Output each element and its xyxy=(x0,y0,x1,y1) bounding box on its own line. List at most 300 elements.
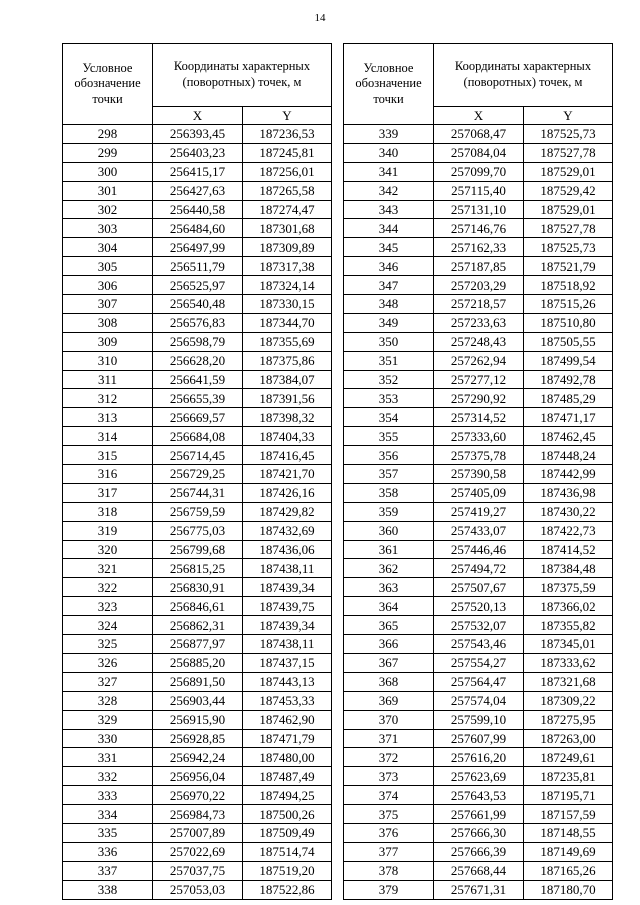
table-row xyxy=(344,861,613,880)
point-id-cell: 343 xyxy=(344,200,434,219)
x-coordinate-cell: 256684,08 xyxy=(153,427,243,446)
page-number: 14 xyxy=(314,12,326,24)
y-coordinate-cell: 187529,42 xyxy=(524,181,613,200)
x-coordinate-cell: 257037,75 xyxy=(153,861,243,880)
x-coordinate-cell: 257290,92 xyxy=(434,389,524,408)
header-x: X xyxy=(434,107,524,125)
point-id-cell: 333 xyxy=(63,786,153,805)
x-coordinate-cell: 257564,47 xyxy=(434,672,524,691)
table-row xyxy=(63,465,332,484)
table-row xyxy=(63,200,332,219)
point-id-cell: 302 xyxy=(63,200,153,219)
y-coordinate-cell: 187443,13 xyxy=(243,672,332,691)
x-coordinate-cell: 257643,53 xyxy=(434,786,524,805)
point-id-cell: 307 xyxy=(63,295,153,314)
table-row xyxy=(344,427,613,446)
point-id-cell: 372 xyxy=(344,748,434,767)
table-row xyxy=(63,521,332,540)
x-coordinate-cell: 256744,31 xyxy=(153,483,243,502)
x-coordinate-cell: 257203,29 xyxy=(434,276,524,295)
x-coordinate-cell: 256915,90 xyxy=(153,710,243,729)
x-coordinate-cell: 256903,44 xyxy=(153,691,243,710)
y-coordinate-cell: 187414,52 xyxy=(524,540,613,559)
point-id-cell: 304 xyxy=(63,238,153,257)
point-id-cell: 328 xyxy=(63,691,153,710)
y-coordinate-cell: 187494,25 xyxy=(243,786,332,805)
header-coordinates: Координаты характерных (поворотных) точек, м xyxy=(434,44,613,107)
y-coordinate-cell: 187195,71 xyxy=(524,786,613,805)
y-coordinate-cell: 187148,55 xyxy=(524,823,613,842)
x-coordinate-cell: 257187,85 xyxy=(434,257,524,276)
x-coordinate-cell: 257053,03 xyxy=(153,880,243,899)
point-id-cell: 317 xyxy=(63,483,153,502)
point-id-cell: 376 xyxy=(344,823,434,842)
table-row xyxy=(63,861,332,880)
x-coordinate-cell: 257607,99 xyxy=(434,729,524,748)
point-id-cell: 337 xyxy=(63,861,153,880)
table-row xyxy=(344,748,613,767)
y-coordinate-cell: 187245,81 xyxy=(243,143,332,162)
x-coordinate-cell: 257022,69 xyxy=(153,842,243,861)
point-id-cell: 355 xyxy=(344,427,434,446)
x-coordinate-cell: 256984,73 xyxy=(153,805,243,824)
table-row xyxy=(344,559,613,578)
point-id-cell: 338 xyxy=(63,880,153,899)
y-coordinate-cell: 187236,53 xyxy=(243,125,332,144)
table-row xyxy=(63,295,332,314)
table-row xyxy=(344,540,613,559)
x-coordinate-cell: 256484,60 xyxy=(153,219,243,238)
point-id-cell: 346 xyxy=(344,257,434,276)
x-coordinate-cell: 257162,33 xyxy=(434,238,524,257)
x-coordinate-cell: 256877,97 xyxy=(153,635,243,654)
x-coordinate-cell: 256669,57 xyxy=(153,408,243,427)
y-coordinate-cell: 187529,01 xyxy=(524,162,613,181)
point-id-cell: 360 xyxy=(344,521,434,540)
y-coordinate-cell: 187499,54 xyxy=(524,351,613,370)
table-row xyxy=(63,162,332,181)
table-row xyxy=(63,446,332,465)
x-coordinate-cell: 256759,59 xyxy=(153,502,243,521)
x-coordinate-cell: 257616,20 xyxy=(434,748,524,767)
x-coordinate-cell: 256655,39 xyxy=(153,389,243,408)
x-coordinate-cell: 257333,60 xyxy=(434,427,524,446)
table-row xyxy=(344,408,613,427)
x-coordinate-cell: 257671,31 xyxy=(434,880,524,899)
x-coordinate-cell: 257262,94 xyxy=(434,351,524,370)
point-id-cell: 358 xyxy=(344,483,434,502)
table-row xyxy=(344,521,613,540)
point-id-cell: 339 xyxy=(344,125,434,144)
point-id-cell: 354 xyxy=(344,408,434,427)
point-id-cell: 335 xyxy=(63,823,153,842)
table-row xyxy=(63,710,332,729)
point-id-cell: 361 xyxy=(344,540,434,559)
point-id-cell: 377 xyxy=(344,842,434,861)
table-row xyxy=(344,729,613,748)
point-id-cell: 349 xyxy=(344,313,434,332)
point-id-cell: 374 xyxy=(344,786,434,805)
x-coordinate-cell: 257554,27 xyxy=(434,653,524,672)
x-coordinate-cell: 256862,31 xyxy=(153,616,243,635)
y-coordinate-cell: 187157,59 xyxy=(524,805,613,824)
x-coordinate-cell: 256815,25 xyxy=(153,559,243,578)
y-coordinate-cell: 187518,92 xyxy=(524,276,613,295)
table-row xyxy=(344,162,613,181)
y-coordinate-cell: 187416,45 xyxy=(243,446,332,465)
y-coordinate-cell: 187439,75 xyxy=(243,597,332,616)
point-id-cell: 325 xyxy=(63,635,153,654)
point-id-cell: 315 xyxy=(63,446,153,465)
table-row xyxy=(344,465,613,484)
table-row xyxy=(63,823,332,842)
table-row xyxy=(63,616,332,635)
table-row xyxy=(63,653,332,672)
y-coordinate-cell: 187398,32 xyxy=(243,408,332,427)
point-id-cell: 309 xyxy=(63,332,153,351)
table-row xyxy=(344,143,613,162)
x-coordinate-cell: 257146,76 xyxy=(434,219,524,238)
x-coordinate-cell: 256729,25 xyxy=(153,465,243,484)
table-row xyxy=(344,823,613,842)
y-coordinate-cell: 187521,79 xyxy=(524,257,613,276)
y-coordinate-cell: 187345,01 xyxy=(524,635,613,654)
table-row xyxy=(344,842,613,861)
table-row xyxy=(63,748,332,767)
table-row xyxy=(344,616,613,635)
y-coordinate-cell: 187421,70 xyxy=(243,465,332,484)
y-coordinate-cell: 187462,90 xyxy=(243,710,332,729)
table-row xyxy=(63,389,332,408)
point-id-cell: 363 xyxy=(344,578,434,597)
x-coordinate-cell: 257668,44 xyxy=(434,861,524,880)
y-coordinate-cell: 187344,70 xyxy=(243,313,332,332)
table-row xyxy=(63,635,332,654)
table-row xyxy=(63,351,332,370)
y-coordinate-cell: 187333,62 xyxy=(524,653,613,672)
y-coordinate-cell: 187309,89 xyxy=(243,238,332,257)
x-coordinate-cell: 257574,04 xyxy=(434,691,524,710)
y-coordinate-cell: 187430,22 xyxy=(524,502,613,521)
x-coordinate-cell: 256942,24 xyxy=(153,748,243,767)
table-row xyxy=(344,880,613,899)
point-id-cell: 340 xyxy=(344,143,434,162)
y-coordinate-cell: 187492,78 xyxy=(524,370,613,389)
y-coordinate-cell: 187366,02 xyxy=(524,597,613,616)
table-row xyxy=(344,181,613,200)
y-coordinate-cell: 187439,34 xyxy=(243,616,332,635)
y-coordinate-cell: 187529,01 xyxy=(524,200,613,219)
point-id-cell: 308 xyxy=(63,313,153,332)
table-row xyxy=(63,502,332,521)
y-coordinate-cell: 187485,29 xyxy=(524,389,613,408)
y-coordinate-cell: 187462,45 xyxy=(524,427,613,446)
y-coordinate-cell: 187249,61 xyxy=(524,748,613,767)
table-row xyxy=(344,691,613,710)
table-row xyxy=(344,200,613,219)
table-row xyxy=(344,257,613,276)
x-coordinate-cell: 257520,13 xyxy=(434,597,524,616)
y-coordinate-cell: 187442,99 xyxy=(524,465,613,484)
y-coordinate-cell: 187448,24 xyxy=(524,446,613,465)
point-id-cell: 369 xyxy=(344,691,434,710)
y-coordinate-cell: 187375,86 xyxy=(243,351,332,370)
x-coordinate-cell: 257084,04 xyxy=(434,143,524,162)
point-id-cell: 310 xyxy=(63,351,153,370)
y-coordinate-cell: 187324,14 xyxy=(243,276,332,295)
point-id-cell: 318 xyxy=(63,502,153,521)
y-coordinate-cell: 187436,06 xyxy=(243,540,332,559)
y-coordinate-cell: 187149,69 xyxy=(524,842,613,861)
point-id-cell: 299 xyxy=(63,143,153,162)
point-id-cell: 348 xyxy=(344,295,434,314)
y-coordinate-cell: 187453,33 xyxy=(243,691,332,710)
table-row xyxy=(344,710,613,729)
y-coordinate-cell: 187510,80 xyxy=(524,313,613,332)
coordinates-table-left xyxy=(62,43,332,900)
table-row xyxy=(63,238,332,257)
y-coordinate-cell: 187404,33 xyxy=(243,427,332,446)
table-row xyxy=(344,219,613,238)
x-coordinate-cell: 256415,17 xyxy=(153,162,243,181)
table-row xyxy=(63,559,332,578)
point-id-cell: 359 xyxy=(344,502,434,521)
table-body-right xyxy=(344,125,613,900)
point-id-cell: 336 xyxy=(63,842,153,861)
y-coordinate-cell: 187487,49 xyxy=(243,767,332,786)
x-coordinate-cell: 257314,52 xyxy=(434,408,524,427)
x-coordinate-cell: 256628,20 xyxy=(153,351,243,370)
x-coordinate-cell: 256956,04 xyxy=(153,767,243,786)
x-coordinate-cell: 256970,22 xyxy=(153,786,243,805)
point-id-cell: 351 xyxy=(344,351,434,370)
point-id-cell: 344 xyxy=(344,219,434,238)
y-coordinate-cell: 187522,86 xyxy=(243,880,332,899)
point-id-cell: 301 xyxy=(63,181,153,200)
table-row xyxy=(63,143,332,162)
y-coordinate-cell: 187525,73 xyxy=(524,125,613,144)
table-row xyxy=(63,408,332,427)
y-coordinate-cell: 187525,73 xyxy=(524,238,613,257)
point-id-cell: 353 xyxy=(344,389,434,408)
x-coordinate-cell: 257375,78 xyxy=(434,446,524,465)
x-coordinate-cell: 257131,10 xyxy=(434,200,524,219)
point-id-cell: 368 xyxy=(344,672,434,691)
table-row xyxy=(63,578,332,597)
point-id-cell: 352 xyxy=(344,370,434,389)
y-coordinate-cell: 187439,34 xyxy=(243,578,332,597)
point-id-cell: 303 xyxy=(63,219,153,238)
table-row xyxy=(63,691,332,710)
table-row xyxy=(63,257,332,276)
table-row xyxy=(344,578,613,597)
y-coordinate-cell: 187480,00 xyxy=(243,748,332,767)
x-coordinate-cell: 257666,30 xyxy=(434,823,524,842)
point-id-cell: 321 xyxy=(63,559,153,578)
y-coordinate-cell: 187437,15 xyxy=(243,653,332,672)
y-coordinate-cell: 187426,16 xyxy=(243,483,332,502)
table-row xyxy=(63,370,332,389)
table-body-left xyxy=(63,125,332,900)
y-coordinate-cell: 187519,20 xyxy=(243,861,332,880)
table-row xyxy=(344,653,613,672)
y-coordinate-cell: 187515,26 xyxy=(524,295,613,314)
y-coordinate-cell: 187321,68 xyxy=(524,672,613,691)
y-coordinate-cell: 187317,38 xyxy=(243,257,332,276)
table-row xyxy=(344,446,613,465)
table-row xyxy=(63,805,332,824)
x-coordinate-cell: 257390,58 xyxy=(434,465,524,484)
point-id-cell: 370 xyxy=(344,710,434,729)
x-coordinate-cell: 256885,20 xyxy=(153,653,243,672)
point-id-cell: 332 xyxy=(63,767,153,786)
x-coordinate-cell: 256598,79 xyxy=(153,332,243,351)
x-coordinate-cell: 257433,07 xyxy=(434,521,524,540)
table-row xyxy=(63,332,332,351)
table-row xyxy=(344,483,613,502)
y-coordinate-cell: 187384,07 xyxy=(243,370,332,389)
y-coordinate-cell: 187301,68 xyxy=(243,219,332,238)
x-coordinate-cell: 257068,47 xyxy=(434,125,524,144)
x-coordinate-cell: 257661,99 xyxy=(434,805,524,824)
table-row xyxy=(63,540,332,559)
table-row xyxy=(63,483,332,502)
x-coordinate-cell: 256427,63 xyxy=(153,181,243,200)
y-coordinate-cell: 187165,26 xyxy=(524,861,613,880)
point-id-cell: 319 xyxy=(63,521,153,540)
x-coordinate-cell: 257494,72 xyxy=(434,559,524,578)
point-id-cell: 324 xyxy=(63,616,153,635)
y-coordinate-cell: 187235,81 xyxy=(524,767,613,786)
point-id-cell: 357 xyxy=(344,465,434,484)
point-id-cell: 311 xyxy=(63,370,153,389)
table-row xyxy=(344,786,613,805)
point-id-cell: 375 xyxy=(344,805,434,824)
point-id-cell: 371 xyxy=(344,729,434,748)
x-coordinate-cell: 257248,43 xyxy=(434,332,524,351)
point-id-cell: 326 xyxy=(63,653,153,672)
x-coordinate-cell: 257099,70 xyxy=(434,162,524,181)
y-coordinate-cell: 187509,49 xyxy=(243,823,332,842)
point-id-cell: 362 xyxy=(344,559,434,578)
y-coordinate-cell: 187429,82 xyxy=(243,502,332,521)
table-row xyxy=(344,276,613,295)
header-y: Y xyxy=(243,107,332,125)
x-coordinate-cell: 257532,07 xyxy=(434,616,524,635)
point-id-cell: 327 xyxy=(63,672,153,691)
table-row xyxy=(344,238,613,257)
point-id-cell: 373 xyxy=(344,767,434,786)
y-coordinate-cell: 187263,00 xyxy=(524,729,613,748)
table-row xyxy=(63,219,332,238)
x-coordinate-cell: 256576,83 xyxy=(153,313,243,332)
point-id-cell: 316 xyxy=(63,465,153,484)
y-coordinate-cell: 187309,22 xyxy=(524,691,613,710)
point-id-cell: 341 xyxy=(344,162,434,181)
x-coordinate-cell: 256511,79 xyxy=(153,257,243,276)
table-row xyxy=(63,672,332,691)
table-row xyxy=(63,313,332,332)
x-coordinate-cell: 257115,40 xyxy=(434,181,524,200)
table-row xyxy=(63,767,332,786)
point-id-cell: 329 xyxy=(63,710,153,729)
table-row xyxy=(344,125,613,144)
y-coordinate-cell: 187438,11 xyxy=(243,559,332,578)
y-coordinate-cell: 187514,74 xyxy=(243,842,332,861)
table-row xyxy=(63,181,332,200)
table-row xyxy=(344,389,613,408)
coordinates-table-right xyxy=(343,43,613,900)
table-row xyxy=(344,313,613,332)
header-x: X xyxy=(153,107,243,125)
x-coordinate-cell: 256714,45 xyxy=(153,446,243,465)
table-row xyxy=(63,842,332,861)
y-coordinate-cell: 187256,01 xyxy=(243,162,332,181)
x-coordinate-cell: 257623,69 xyxy=(434,767,524,786)
table-row xyxy=(344,672,613,691)
table-row xyxy=(63,729,332,748)
x-coordinate-cell: 256440,58 xyxy=(153,200,243,219)
x-coordinate-cell: 257277,12 xyxy=(434,370,524,389)
x-coordinate-cell: 257218,57 xyxy=(434,295,524,314)
point-id-cell: 366 xyxy=(344,635,434,654)
table-row xyxy=(63,880,332,899)
x-coordinate-cell: 256846,61 xyxy=(153,597,243,616)
point-id-cell: 298 xyxy=(63,125,153,144)
header-coordinates: Координаты характерных (поворотных) точек, м xyxy=(153,44,332,107)
x-coordinate-cell: 257233,63 xyxy=(434,313,524,332)
point-id-cell: 305 xyxy=(63,257,153,276)
point-id-cell: 330 xyxy=(63,729,153,748)
table-row xyxy=(344,767,613,786)
point-id-cell: 306 xyxy=(63,276,153,295)
x-coordinate-cell: 257666,39 xyxy=(434,842,524,861)
x-coordinate-cell: 256775,03 xyxy=(153,521,243,540)
point-id-cell: 347 xyxy=(344,276,434,295)
table-row xyxy=(63,427,332,446)
table-row xyxy=(344,805,613,824)
y-coordinate-cell: 187422,73 xyxy=(524,521,613,540)
x-coordinate-cell: 257446,46 xyxy=(434,540,524,559)
x-coordinate-cell: 256830,91 xyxy=(153,578,243,597)
point-id-cell: 342 xyxy=(344,181,434,200)
table-row xyxy=(63,786,332,805)
point-id-cell: 331 xyxy=(63,748,153,767)
point-id-cell: 356 xyxy=(344,446,434,465)
y-coordinate-cell: 187471,17 xyxy=(524,408,613,427)
x-coordinate-cell: 257419,27 xyxy=(434,502,524,521)
y-coordinate-cell: 187355,82 xyxy=(524,616,613,635)
x-coordinate-cell: 256928,85 xyxy=(153,729,243,748)
x-coordinate-cell: 256497,99 xyxy=(153,238,243,257)
point-id-cell: 367 xyxy=(344,653,434,672)
y-coordinate-cell: 187471,79 xyxy=(243,729,332,748)
table-row xyxy=(63,125,332,144)
y-coordinate-cell: 187505,55 xyxy=(524,332,613,351)
x-coordinate-cell: 256891,50 xyxy=(153,672,243,691)
point-id-cell: 378 xyxy=(344,861,434,880)
point-id-cell: 365 xyxy=(344,616,434,635)
y-coordinate-cell: 187355,69 xyxy=(243,332,332,351)
point-id-cell: 345 xyxy=(344,238,434,257)
y-coordinate-cell: 187527,78 xyxy=(524,143,613,162)
x-coordinate-cell: 256393,45 xyxy=(153,125,243,144)
table-row xyxy=(344,295,613,314)
y-coordinate-cell: 187432,69 xyxy=(243,521,332,540)
point-id-cell: 364 xyxy=(344,597,434,616)
point-id-cell: 323 xyxy=(63,597,153,616)
point-id-cell: 300 xyxy=(63,162,153,181)
